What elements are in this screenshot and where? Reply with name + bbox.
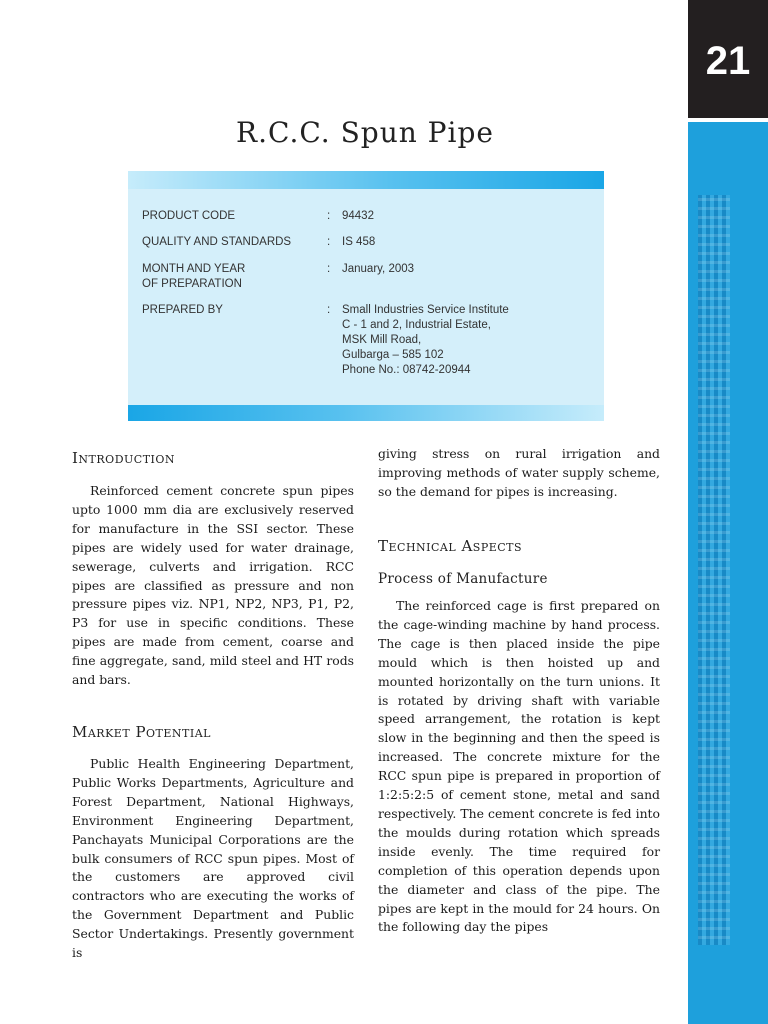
info-colon: : — [327, 210, 331, 222]
introduction-heading: Introduction — [72, 449, 176, 467]
page-title: R.C.C. Spun Pipe — [236, 116, 494, 149]
technical-aspects-heading: Technical Aspects — [378, 537, 523, 555]
info-label: QUALITY AND STANDARDS — [142, 236, 292, 248]
info-value: IS 458 — [342, 236, 376, 248]
info-colon: : — [327, 263, 331, 275]
info-value: 94432 — [342, 210, 374, 222]
market-potential-heading: Market Potential — [72, 723, 211, 741]
info-colon: : — [327, 236, 331, 248]
side-decorative-texture — [698, 195, 730, 945]
market-potential-paragraph: Public Health Engineering Department, Public Works Departments, Agriculture and Forest Department, National Highways, Environment Engineering Department, Panchayats Municipal Corporations are the bulk consumers of RCC spun pipes. Most of the customers are approved civil contractors who are executing the works of the Government Department and Public Sector Undertakings. Presently government is — [72, 756, 354, 961]
info-box-bottom-bar — [128, 405, 604, 421]
info-label: MONTH AND YEAR OF PREPARATION — [142, 263, 246, 290]
page-number: 21 — [688, 0, 768, 118]
info-box-top-bar — [128, 171, 604, 189]
process-paragraph: The reinforced cage is first prepared on the cage-winding machine by hand process. The cage is then placed inside the pipe mould which is then hoisted up and mounted horizontally on the turn unions. It is rotated by driving shaft with variable speed arrangement, the rotation is kept slow in the beginning and then the speed is increased. The concrete mixture for the RCC spun pipe is prepared in proportion of 1:2:5:2:5 of cement stone, metal and sand respectively. The cement concrete is fed into the moulds during rotation which spreads inside evenly. The time required for completion of this operation depends upon the diameter and class of the pipe. The pipes are kept in the mould for 24 hours. On the following day the pipes — [378, 598, 660, 935]
info-value: Small Industries Service Institute C - 1 and 2, Industrial Estate, MSK Mill Road, Gulbarga – 585 102 Phone No.: 08742-20944 — [342, 304, 509, 376]
info-label: PRODUCT CODE — [142, 210, 236, 222]
process-heading: Process of Manufacture — [378, 571, 548, 587]
market-potential-continued: giving stress on rural irrigation and improving methods of water supply scheme, so the demand for pipes is increasing. — [378, 446, 660, 499]
introduction-paragraph: Reinforced cement concrete spun pipes upto 1000 mm dia are exclusively reserved for manufacture in the SSI sector. These pipes are widely used for water drainage, sewerage, culverts and irrigation. RCC pipes are classified as pressure and non pressure pipes viz. NP1, NP2, NP3, P1, P2, P3 for use in specific conditions. These pipes are made from cement, coarse and fine aggregate, sand, mild steel and HT rods and bars. — [72, 483, 354, 688]
info-label: PREPARED BY — [142, 304, 223, 316]
info-value: January, 2003 — [342, 263, 415, 275]
info-colon: : — [327, 304, 331, 316]
